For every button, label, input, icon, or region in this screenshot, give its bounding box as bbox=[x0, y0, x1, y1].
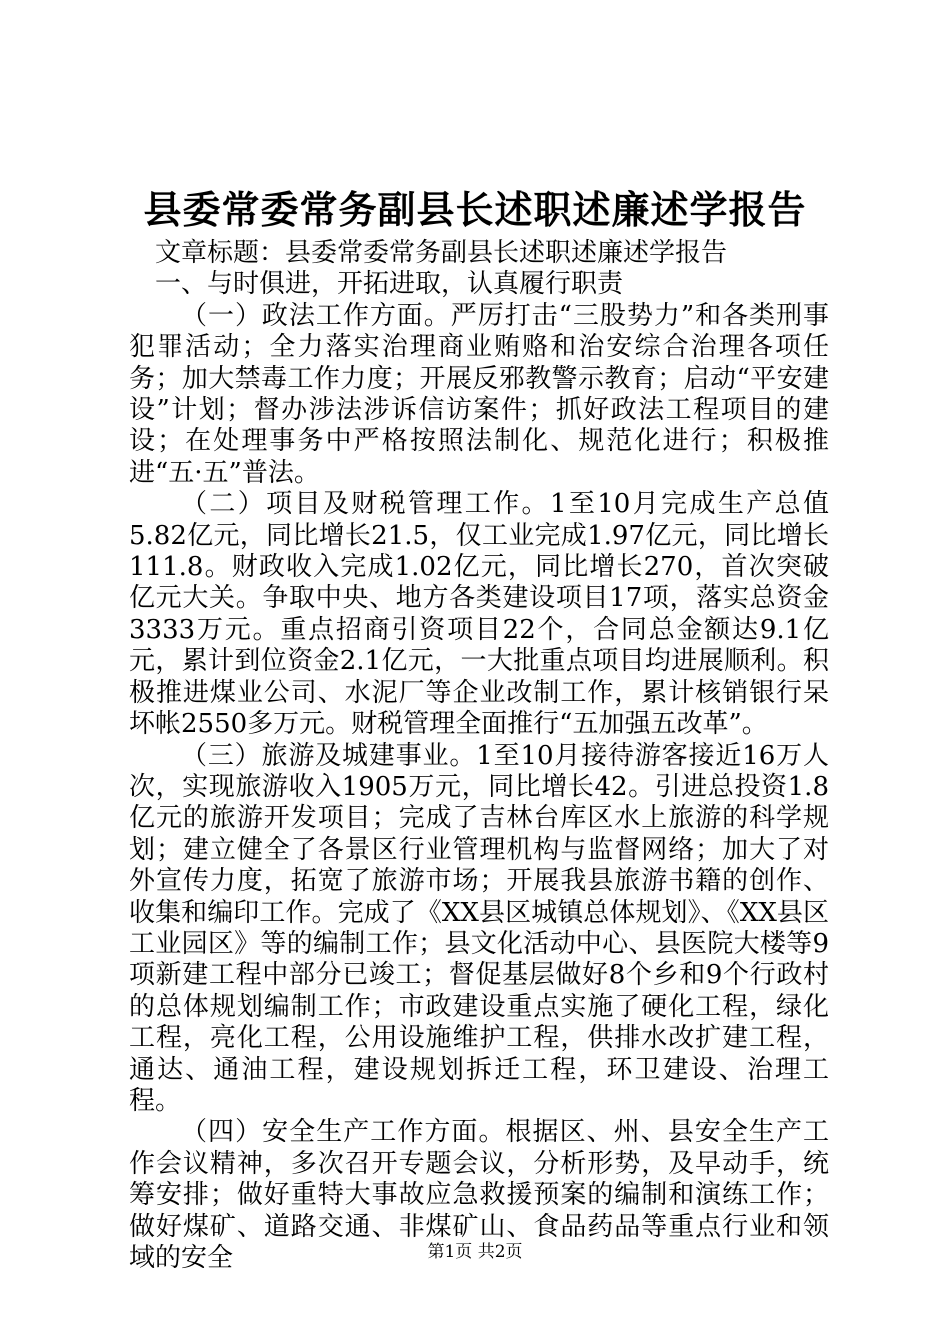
article-title-line: 文章标题：县委常委常务副县长述职述廉述学报告 bbox=[155, 238, 728, 268]
paragraph-projects-finance: （二）项目及财税管理工作。1至10月完成生产总值5.82亿元，同比增长21.5，仅工业完成1.97亿元，同比增长111.8。财政收入完成1.02亿元，同比增长270，首次突破亿元大关。争取中央、地方各类建设项目17项，落实总资金3333万元。重点招商引资项目22个，合同总金额达9.1亿元，累计到位资金2.1亿元，一大批重点项目均进展顺利。积极推进煤业公司、水泥厂等企业改制工作，累计核销银行呆坏帐2550多万元。财税管理全面推行“五加强五改革”。 bbox=[129, 489, 829, 740]
paragraph-tourism-construction: （三）旅游及城建事业。1至10月接待游客接近16万人次，实现旅游收入1905万元，同比增长42。引进总投资1.8亿元的旅游开发项目；完成了吉林台库区水上旅游的科学规划；建立健全了各景区行业管理机构与监督网络；加大了对外宣传力度，拓宽了旅游市场；开展我县旅游书籍的创作、收集和编印工作。完成了《XX县区城镇总体规划》、《XX县区工业园区》等的编制工作；县文化活动中心、县医院大楼等9项新建工程中部分已竣工；督促基层做好8个乡和9个行政村的总体规划编制工作；市政建设重点实施了硬化工程，绿化工程，亮化工程，公用设施维护工程，供排水改扩建工程，通达、通油工程，建设规划拆迁工程，环卫建设、治理工程。 bbox=[129, 740, 829, 1116]
section-heading: 一、与时俱进，开拓进取，认真履行职责 bbox=[155, 269, 624, 300]
page-footer: 第1页 共2页 bbox=[427, 1242, 523, 1262]
document-title: 县委常委常务副县长述职述廉述学报告 bbox=[143, 187, 807, 232]
paragraph-politics-law: （一）政法工作方面。严厉打击“三股势力”和各类刑事犯罪活动；全力落实治理商业贿赂和治安综合治理各项任务；加大禁毒工作力度；开展反邪教警示教育；启动“平安建设”计划；督办涉法涉诉信访案件；抓好政法工程项目的建设；在处理事务中严格按照法制化、规范化进行；积极推进“五·五”普法。 bbox=[129, 300, 829, 488]
document-body bbox=[129, 238, 829, 1274]
paragraph-safety-production: （四）安全生产工作方面。根据区、州、县安全生产工作会议精神，多次召开专题会议，分析形势，及早动手，统筹安排；做好重特大事故应急救援预案的编制和演练工作；做好煤矿、道路交通、非煤矿山、食品药品等重点行业和领域的安全 bbox=[129, 1117, 829, 1273]
